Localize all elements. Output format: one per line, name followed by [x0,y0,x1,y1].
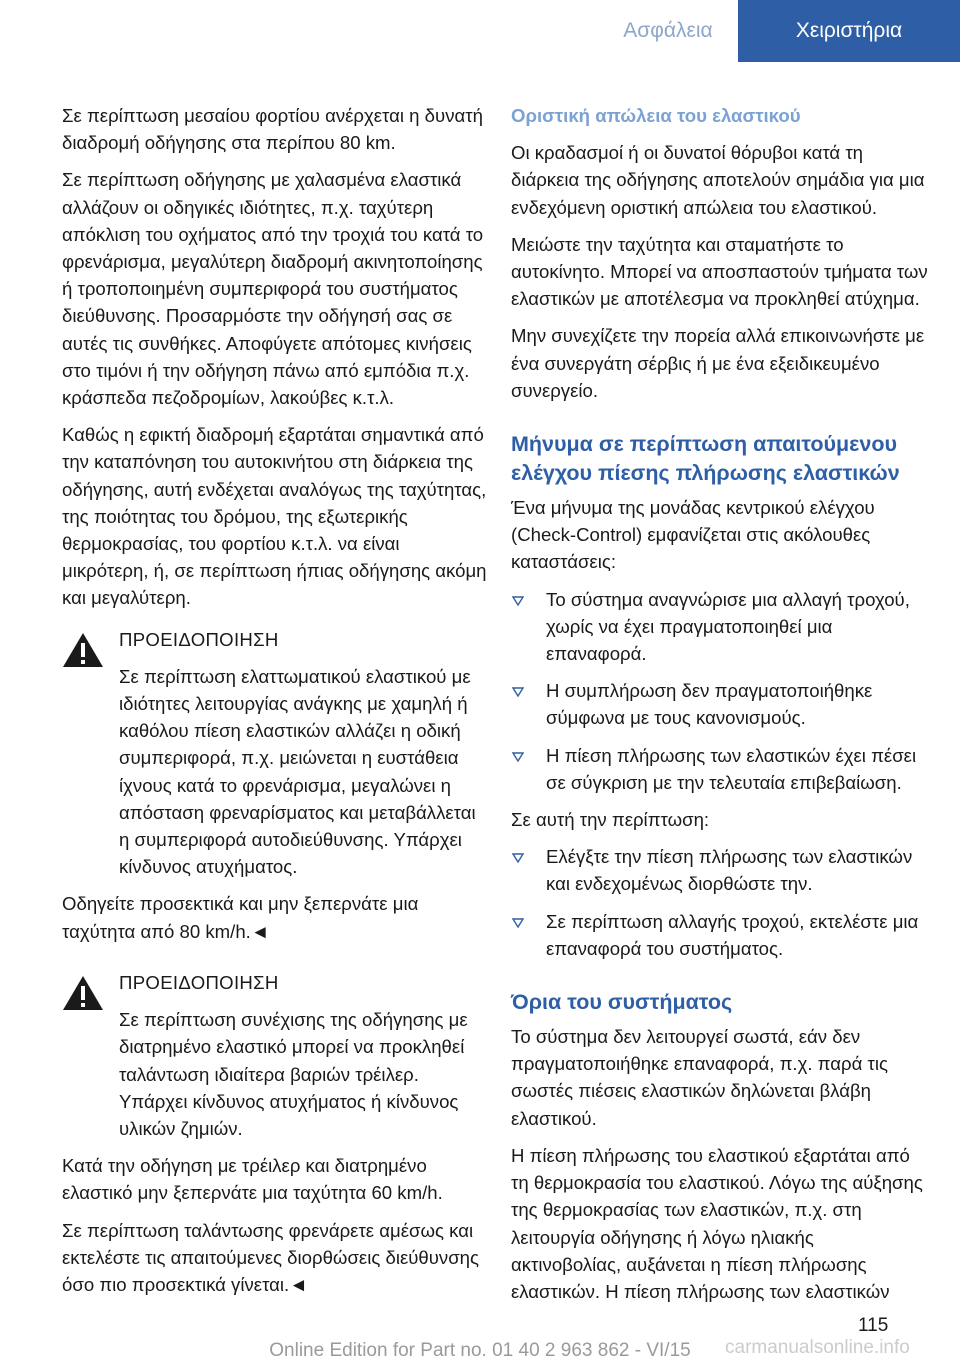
paragraph: Σε περίπτωση ταλάντωσης φρενάρετε αμέσως και εκτελέστε τις απαιτούμενες διορθώσεις διεύθυνσης όσο πιο προσεκτικά γίνεται.◄ [62,1219,479,1295]
list-item [511,677,929,731]
warning-icon [62,632,104,668]
list-item-text: Το σύστημα αναγνώρισε μια αλλαγή τροχού, χωρίς να έχει πραγματοποιηθεί μια επαναφορά. [546,588,910,665]
right-column [511,102,929,1315]
watermark: carmanualsonline.info [725,1337,910,1358]
warning-title: ΠΡΟΕΙΔΟΠΟΙΗΣΗ [119,628,279,650]
list-item-text: Η πίεση πλήρωσης των ελαστικών έχει πέσει σε σύγκριση με την τελευταία επιβεβαίωση. [546,744,917,793]
warning-block [62,626,488,881]
page-number: 115 [858,1315,889,1336]
warning-text: Σε περίπτωση συνέχισης της οδήγησης με διατρημένο ελαστικό μπορεί να προκληθεί ταλάντωση ιδιαίτερα βαριών τρέιλερ. Υπάρχει κίνδυνος ατυχήματος ή κίνδυνος υλικών ζημιών. [119,1009,468,1139]
paragraph: Καθώς η εφικτή διαδρομή εξαρτάται σημαντικά από την καταπόνηση του αυτοκινήτου στη διάρκεια της οδήγησης, αυτή ενδέχεται αναλόγως της ταχύτητας, της ποιότητας του δρόμου, της εξωτερικής θερμοκρασίας, του φορτίου κ.τ.λ. να είναι μικρότερη, ή, σε περίπτωση ήπιας οδήγησης ακόμη και μεγαλύτερη. [62,424,487,609]
warning-text: Σε περίπτωση ελαττωματικού ελαστικού με ιδιότητες λειτουργίας ανάγκης με χαμηλή ή καθόλου πίεση ελαστικών αλλάζει η οδική συμπεριφορά, π.χ. μειώνεται η ευστάθεια ίχνους κατά το φρενάρισμα, μεγαλώνει η απόσταση φρεναρίσματος και μεταβάλλεται η συμπεριφορά αυτοδιεύθυνσης. Υπάρχει κίνδυνος ατυχήματος. [119,665,476,878]
paragraph: Σε περίπτωση μεσαίου φορτίου ανέρχεται η δυνατή διαδρομή οδήγησης στα περίπου 80 km. [62,105,483,154]
list-item [511,908,929,962]
paragraph: Μην συνεχίζετε την πορεία αλλά επικοινωνήστε με ένα συνεργάτη σέρβις ή με ένα εξειδικευμένο συνεργείο. [511,325,925,401]
triangle-bullet-icon [512,752,524,762]
heading-message: Μήνυμα σε περίπτωση απαιτούμενου ελέγχου πίεσης πλήρωσης ελαστικών [511,432,900,486]
warning-icon [62,975,104,1011]
page-header [0,0,960,62]
paragraph: Οι κραδασμοί ή οι δυνατοί θόρυβοι κατά τη διάρκεια της οδήγησης αποτελούν σημάδια για μια ενδεχόμενη οριστική απώλεια του ελαστικού. [511,142,925,218]
paragraph: Το σύστημα δεν λειτουργεί σωστά, εάν δεν πραγματοποιήθηκε επαναφορά, π.χ. παρά τις σωστές πιέσεις ελαστικών δηλώνεται βλάβη ελαστικού. [511,1026,888,1129]
heading-limits: Όρια του συστήματος [511,990,733,1015]
subheading-tire-loss: Οριστική απώλεια του ελαστικού [511,105,801,126]
triangle-bullet-icon [512,918,524,928]
triangle-bullet-icon [512,853,524,863]
list-item [511,586,929,668]
warning-title: ΠΡΟΕΙΔΟΠΟΙΗΣΗ [119,971,279,993]
message-list [511,586,929,796]
paragraph: Σε περίπτωση οδήγησης με χαλασμένα ελαστικά αλλάζουν οι οδηγικές ιδιότητες, π.χ. ταχύτερη απόκλιση του οχήματος από την τροχιά του κατά το φρενάρισμα, μεγαλύτερη διαδρομή ακινητοποίησης ή τροποποιημένη συμπεριφορά του συστήματος διεύθυνσης. Προσαρμόστε την οδήγησή σας σε αυτές τις συνθήκες. Αποφύγετε απότομες κινήσεις στο τιμόνι ή την οδήγηση πάνω από εμπόδια π.χ. κράσπεδα πεζοδρομίων, λακούβες κ.τ.λ. [62,169,484,409]
paragraph: Οδηγείτε προσεκτικά και μην ξεπερνάτε μια ταχύτητα από 80 km/h.◄ [62,893,419,942]
warning-block [62,969,488,1142]
list-item-text: Η συμπλήρωση δεν πραγματοποιήθηκε σύμφωνα με τους κανονισμούς. [546,680,873,729]
triangle-bullet-icon [512,687,524,697]
triangle-bullet-icon [512,596,524,606]
chapter-tab: Χειριστήρια [738,0,960,62]
case-list [511,843,929,962]
paragraph: Η πίεση πλήρωσης του ελαστικού εξαρτάται από τη θερμοκρασία του ελαστικού. Λόγω της αύξησης της θερμοκρασίας των ελαστικών, π.χ. στη λειτουργία οδήγησης ή λόγω ηλιακής ακτινοβολίας, αυξάνεται η πίεση πλήρωσης ελαστικών. Η πίεση πλήρωσης των ελαστικών [511,1144,923,1302]
paragraph: Μειώστε την ταχύτητα και σταματήστε το αυτοκίνητο. Μπορεί να αποσπαστούν τμήματα των ελαστικών με αποτέλεσμα να προκληθεί ατύχημα. [511,233,928,310]
paragraph: Κατά την οδήγηση με τρέιλερ και διατρημένο ελαστικό μην ξεπερνάτε μια ταχύτητα 60 km/h. [62,1155,443,1204]
list-item [511,843,929,897]
edition-footer: Online Edition for Part no. 01 40 2 963 862 - VI/15 [269,1340,691,1361]
list-item-text: Ελέγξτε την πίεση πλήρωσης των ελαστικών και ενδεχομένως διορθώστε την. [546,846,913,895]
paragraph: Ένα μήνυμα της μονάδας κεντρικού ελέγχου (Check-Control) εμφανίζεται στις ακόλουθες καταστάσεις: [511,497,875,573]
paragraph: Σε αυτή την περίπτωση: [511,809,710,831]
list-item-text: Σε περίπτωση αλλαγής τροχού, εκτελέστε μια επαναφορά του συστήματος. [546,910,919,959]
section-tab: Ασφάλεια [623,19,713,42]
left-column [62,102,488,1308]
list-item [511,742,929,796]
